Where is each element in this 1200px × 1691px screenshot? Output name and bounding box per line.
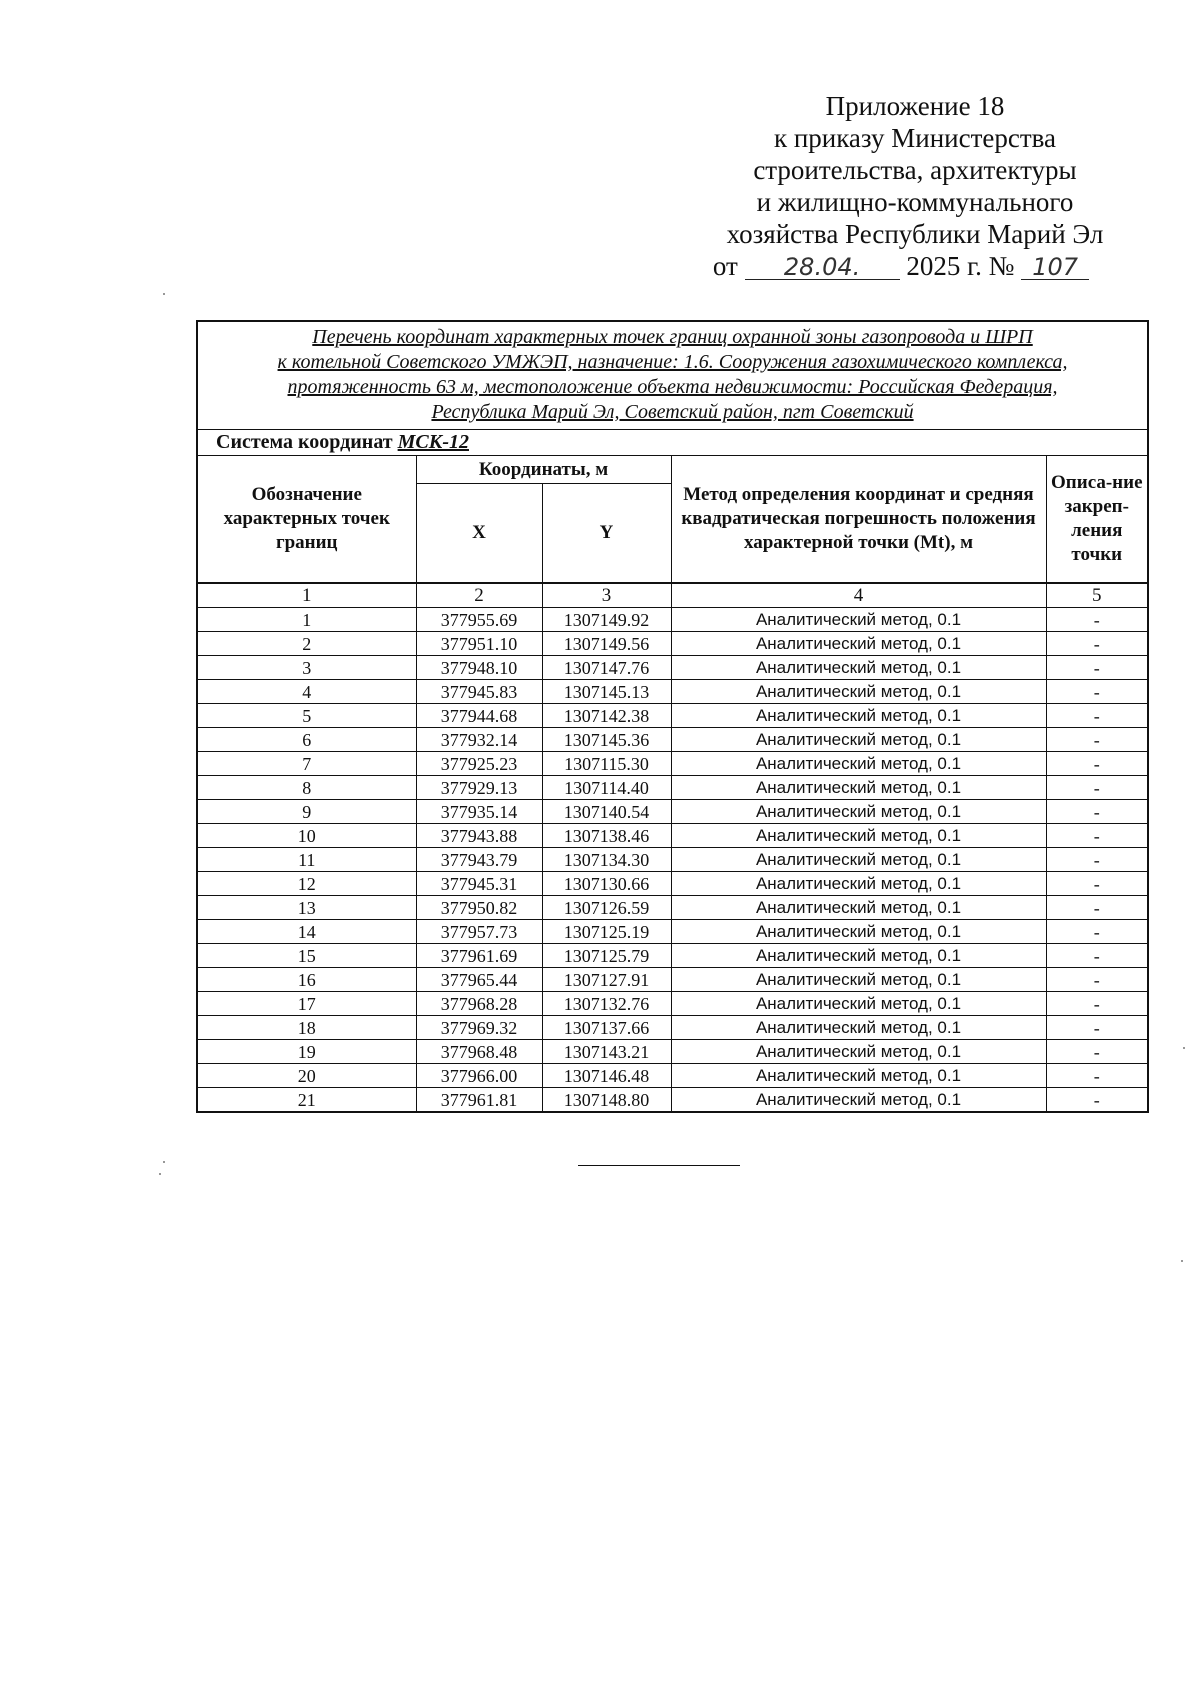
table-row: [197, 656, 1148, 680]
method-cell: Аналитический метод, 0.1: [671, 728, 1046, 752]
description-cell: -: [1046, 848, 1148, 872]
table-row: [197, 1040, 1148, 1064]
method-cell: Аналитический метод, 0.1: [671, 752, 1046, 776]
scan-speck: [163, 293, 165, 295]
x-coordinate-cell: 377948.10: [416, 656, 542, 680]
x-coordinate-cell: 377950.82: [416, 896, 542, 920]
y-coordinate-cell: 1307125.79: [542, 944, 671, 968]
coordinate-system-label: Система координат: [216, 431, 393, 453]
description-cell: -: [1046, 968, 1148, 992]
table-row: [197, 632, 1148, 656]
x-coordinate-cell: 377925.23: [416, 752, 542, 776]
method-cell: Аналитический метод, 0.1: [671, 872, 1046, 896]
y-coordinate-cell: 1307140.54: [542, 800, 671, 824]
y-coordinate-cell: 1307149.56: [542, 632, 671, 656]
column-number: 3: [542, 583, 671, 608]
y-coordinate-cell: 1307145.13: [542, 680, 671, 704]
method-cell: Аналитический метод, 0.1: [671, 944, 1046, 968]
x-coordinate-cell: 377969.32: [416, 1016, 542, 1040]
point-number-cell: 15: [197, 944, 416, 968]
table-title-line: Республика Марий Эл, Советский район, пгт Советский: [431, 401, 914, 423]
y-coordinate-cell: 1307147.76: [542, 656, 671, 680]
description-cell: -: [1046, 1016, 1148, 1040]
coordinates-table: [196, 320, 1149, 1113]
point-number-cell: 6: [197, 728, 416, 752]
point-number-cell: 10: [197, 824, 416, 848]
header-method: Метод определения координат и средняя квадратическая погрешность положения характерной точки (Mt), м: [671, 456, 1046, 584]
y-coordinate-cell: 1307126.59: [542, 896, 671, 920]
method-cell: Аналитический метод, 0.1: [671, 680, 1046, 704]
description-cell: -: [1046, 824, 1148, 848]
table-row: [197, 1088, 1148, 1113]
point-number-cell: 4: [197, 680, 416, 704]
scan-speck: [1181, 1260, 1183, 1262]
ministry-line-2: и жилищно-коммунального: [756, 187, 1074, 217]
y-coordinate-cell: 1307114.40: [542, 776, 671, 800]
table-row: [197, 896, 1148, 920]
table-title-line: к котельной Советского УМЖЭП, назначение: 1.6. Сооружения газохимического комплекса,: [277, 351, 1068, 373]
table-row: [197, 728, 1148, 752]
description-cell: -: [1046, 632, 1148, 656]
scan-speck: [1183, 1047, 1185, 1049]
table-row: [197, 824, 1148, 848]
table-title-line: протяженность 63 м, местоположение объекта недвижимости: Российская Федерация,: [287, 376, 1058, 398]
method-cell: Аналитический метод, 0.1: [671, 656, 1046, 680]
column-number-row: [197, 583, 1148, 608]
method-cell: Аналитический метод, 0.1: [671, 704, 1046, 728]
y-coordinate-cell: 1307148.80: [542, 1088, 671, 1113]
point-number-cell: 13: [197, 896, 416, 920]
description-cell: -: [1046, 1040, 1148, 1064]
date-prefix: от: [712, 251, 738, 281]
table-row: [197, 752, 1148, 776]
method-cell: Аналитический метод, 0.1: [671, 920, 1046, 944]
x-coordinate-cell: 377945.83: [416, 680, 542, 704]
x-coordinate-cell: 377968.48: [416, 1040, 542, 1064]
y-coordinate-cell: 1307146.48: [542, 1064, 671, 1088]
x-coordinate-cell: 377968.28: [416, 992, 542, 1016]
header-coordinates: Координаты, м: [416, 456, 671, 484]
method-cell: Аналитический метод, 0.1: [671, 992, 1046, 1016]
scan-speck: [159, 1173, 161, 1175]
y-coordinate-cell: 1307134.30: [542, 848, 671, 872]
description-cell: -: [1046, 992, 1148, 1016]
method-cell: Аналитический метод, 0.1: [671, 800, 1046, 824]
table-row: [197, 704, 1148, 728]
description-cell: -: [1046, 896, 1148, 920]
point-number-cell: 1: [197, 608, 416, 632]
handwritten-order-number: 107: [1021, 255, 1089, 280]
description-cell: -: [1046, 680, 1148, 704]
closing-line: [578, 1165, 740, 1166]
x-coordinate-cell: 377951.10: [416, 632, 542, 656]
y-coordinate-cell: 1307125.19: [542, 920, 671, 944]
table-row: [197, 776, 1148, 800]
point-number-cell: 21: [197, 1088, 416, 1113]
point-number-cell: 9: [197, 800, 416, 824]
x-coordinate-cell: 377955.69: [416, 608, 542, 632]
x-coordinate-cell: 377957.73: [416, 920, 542, 944]
point-number-cell: 11: [197, 848, 416, 872]
y-coordinate-cell: 1307149.92: [542, 608, 671, 632]
description-cell: -: [1046, 656, 1148, 680]
point-number-cell: 8: [197, 776, 416, 800]
ministry-line-1: строительства, архитектуры: [753, 155, 1077, 185]
description-cell: -: [1046, 1064, 1148, 1088]
description-cell: -: [1046, 608, 1148, 632]
description-cell: -: [1046, 776, 1148, 800]
description-cell: -: [1046, 1088, 1148, 1113]
table-row: [197, 968, 1148, 992]
method-cell: Аналитический метод, 0.1: [671, 1064, 1046, 1088]
order-year-text: 2025 г. №: [906, 251, 1015, 281]
method-cell: Аналитический метод, 0.1: [671, 1016, 1046, 1040]
table-row: [197, 1064, 1148, 1088]
header-description: Описа-ние закреп-ления точки: [1046, 456, 1148, 584]
point-number-cell: 2: [197, 632, 416, 656]
x-coordinate-cell: 377943.88: [416, 824, 542, 848]
y-coordinate-cell: 1307142.38: [542, 704, 671, 728]
order-date-line: [686, 250, 1116, 282]
x-coordinate-cell: 377943.79: [416, 848, 542, 872]
y-coordinate-cell: 1307132.76: [542, 992, 671, 1016]
point-number-cell: 12: [197, 872, 416, 896]
x-coordinate-cell: 377935.14: [416, 800, 542, 824]
table-title-line: Перечень координат характерных точек границ охранной зоны газопровода и ШРП: [312, 326, 1033, 348]
method-cell: Аналитический метод, 0.1: [671, 776, 1046, 800]
method-cell: Аналитический метод, 0.1: [671, 1040, 1046, 1064]
y-coordinate-cell: 1307115.30: [542, 752, 671, 776]
column-number: 1: [197, 583, 416, 608]
table-row: [197, 992, 1148, 1016]
method-cell: Аналитический метод, 0.1: [671, 608, 1046, 632]
column-number: 5: [1046, 583, 1148, 608]
point-number-cell: 18: [197, 1016, 416, 1040]
y-coordinate-cell: 1307138.46: [542, 824, 671, 848]
point-number-cell: 20: [197, 1064, 416, 1088]
y-coordinate-cell: 1307143.21: [542, 1040, 671, 1064]
description-cell: -: [1046, 872, 1148, 896]
x-coordinate-cell: 377961.81: [416, 1088, 542, 1113]
scan-speck: [163, 1161, 165, 1163]
header-y: Y: [542, 484, 671, 584]
x-coordinate-cell: 377966.00: [416, 1064, 542, 1088]
table-row: [197, 920, 1148, 944]
description-cell: -: [1046, 920, 1148, 944]
method-cell: Аналитический метод, 0.1: [671, 632, 1046, 656]
table-row: [197, 800, 1148, 824]
y-coordinate-cell: 1307137.66: [542, 1016, 671, 1040]
column-number: 4: [671, 583, 1046, 608]
coordinate-system-value: МСК-12: [397, 431, 469, 453]
order-reference-line: к приказу Министерства: [773, 123, 1057, 153]
point-number-cell: 3: [197, 656, 416, 680]
y-coordinate-cell: 1307130.66: [542, 872, 671, 896]
method-cell: Аналитический метод, 0.1: [671, 1088, 1046, 1113]
method-cell: Аналитический метод, 0.1: [671, 824, 1046, 848]
method-cell: Аналитический метод, 0.1: [671, 848, 1046, 872]
point-number-cell: 19: [197, 1040, 416, 1064]
x-coordinate-cell: 377944.68: [416, 704, 542, 728]
description-cell: -: [1046, 752, 1148, 776]
point-number-cell: 17: [197, 992, 416, 1016]
x-coordinate-cell: 377932.14: [416, 728, 542, 752]
table-row: [197, 848, 1148, 872]
x-coordinate-cell: 377945.31: [416, 872, 542, 896]
y-coordinate-cell: 1307127.91: [542, 968, 671, 992]
method-cell: Аналитический метод, 0.1: [671, 968, 1046, 992]
description-cell: -: [1046, 704, 1148, 728]
handwritten-date: 28.04.: [745, 255, 900, 280]
appendix-header: [700, 90, 1130, 282]
x-coordinate-cell: 377929.13: [416, 776, 542, 800]
table-title: [197, 321, 1148, 430]
coordinate-system-row: [197, 430, 1148, 456]
ministry-line-3: хозяйства Республики Марий Эл: [726, 219, 1104, 249]
method-cell: Аналитический метод, 0.1: [671, 896, 1046, 920]
point-number-cell: 14: [197, 920, 416, 944]
x-coordinate-cell: 377965.44: [416, 968, 542, 992]
point-number-cell: 16: [197, 968, 416, 992]
column-number: 2: [416, 583, 542, 608]
table-row: [197, 680, 1148, 704]
appendix-title: Приложение 18: [825, 91, 1005, 121]
point-number-cell: 5: [197, 704, 416, 728]
description-cell: -: [1046, 944, 1148, 968]
table-row: [197, 608, 1148, 632]
x-coordinate-cell: 377961.69: [416, 944, 542, 968]
table-row: [197, 1016, 1148, 1040]
header-x: X: [416, 484, 542, 584]
point-number-cell: 7: [197, 752, 416, 776]
table-row: [197, 944, 1148, 968]
description-cell: -: [1046, 728, 1148, 752]
description-cell: -: [1046, 800, 1148, 824]
table-row: [197, 872, 1148, 896]
header-points: Обозначение характерных точек границ: [197, 456, 416, 584]
y-coordinate-cell: 1307145.36: [542, 728, 671, 752]
